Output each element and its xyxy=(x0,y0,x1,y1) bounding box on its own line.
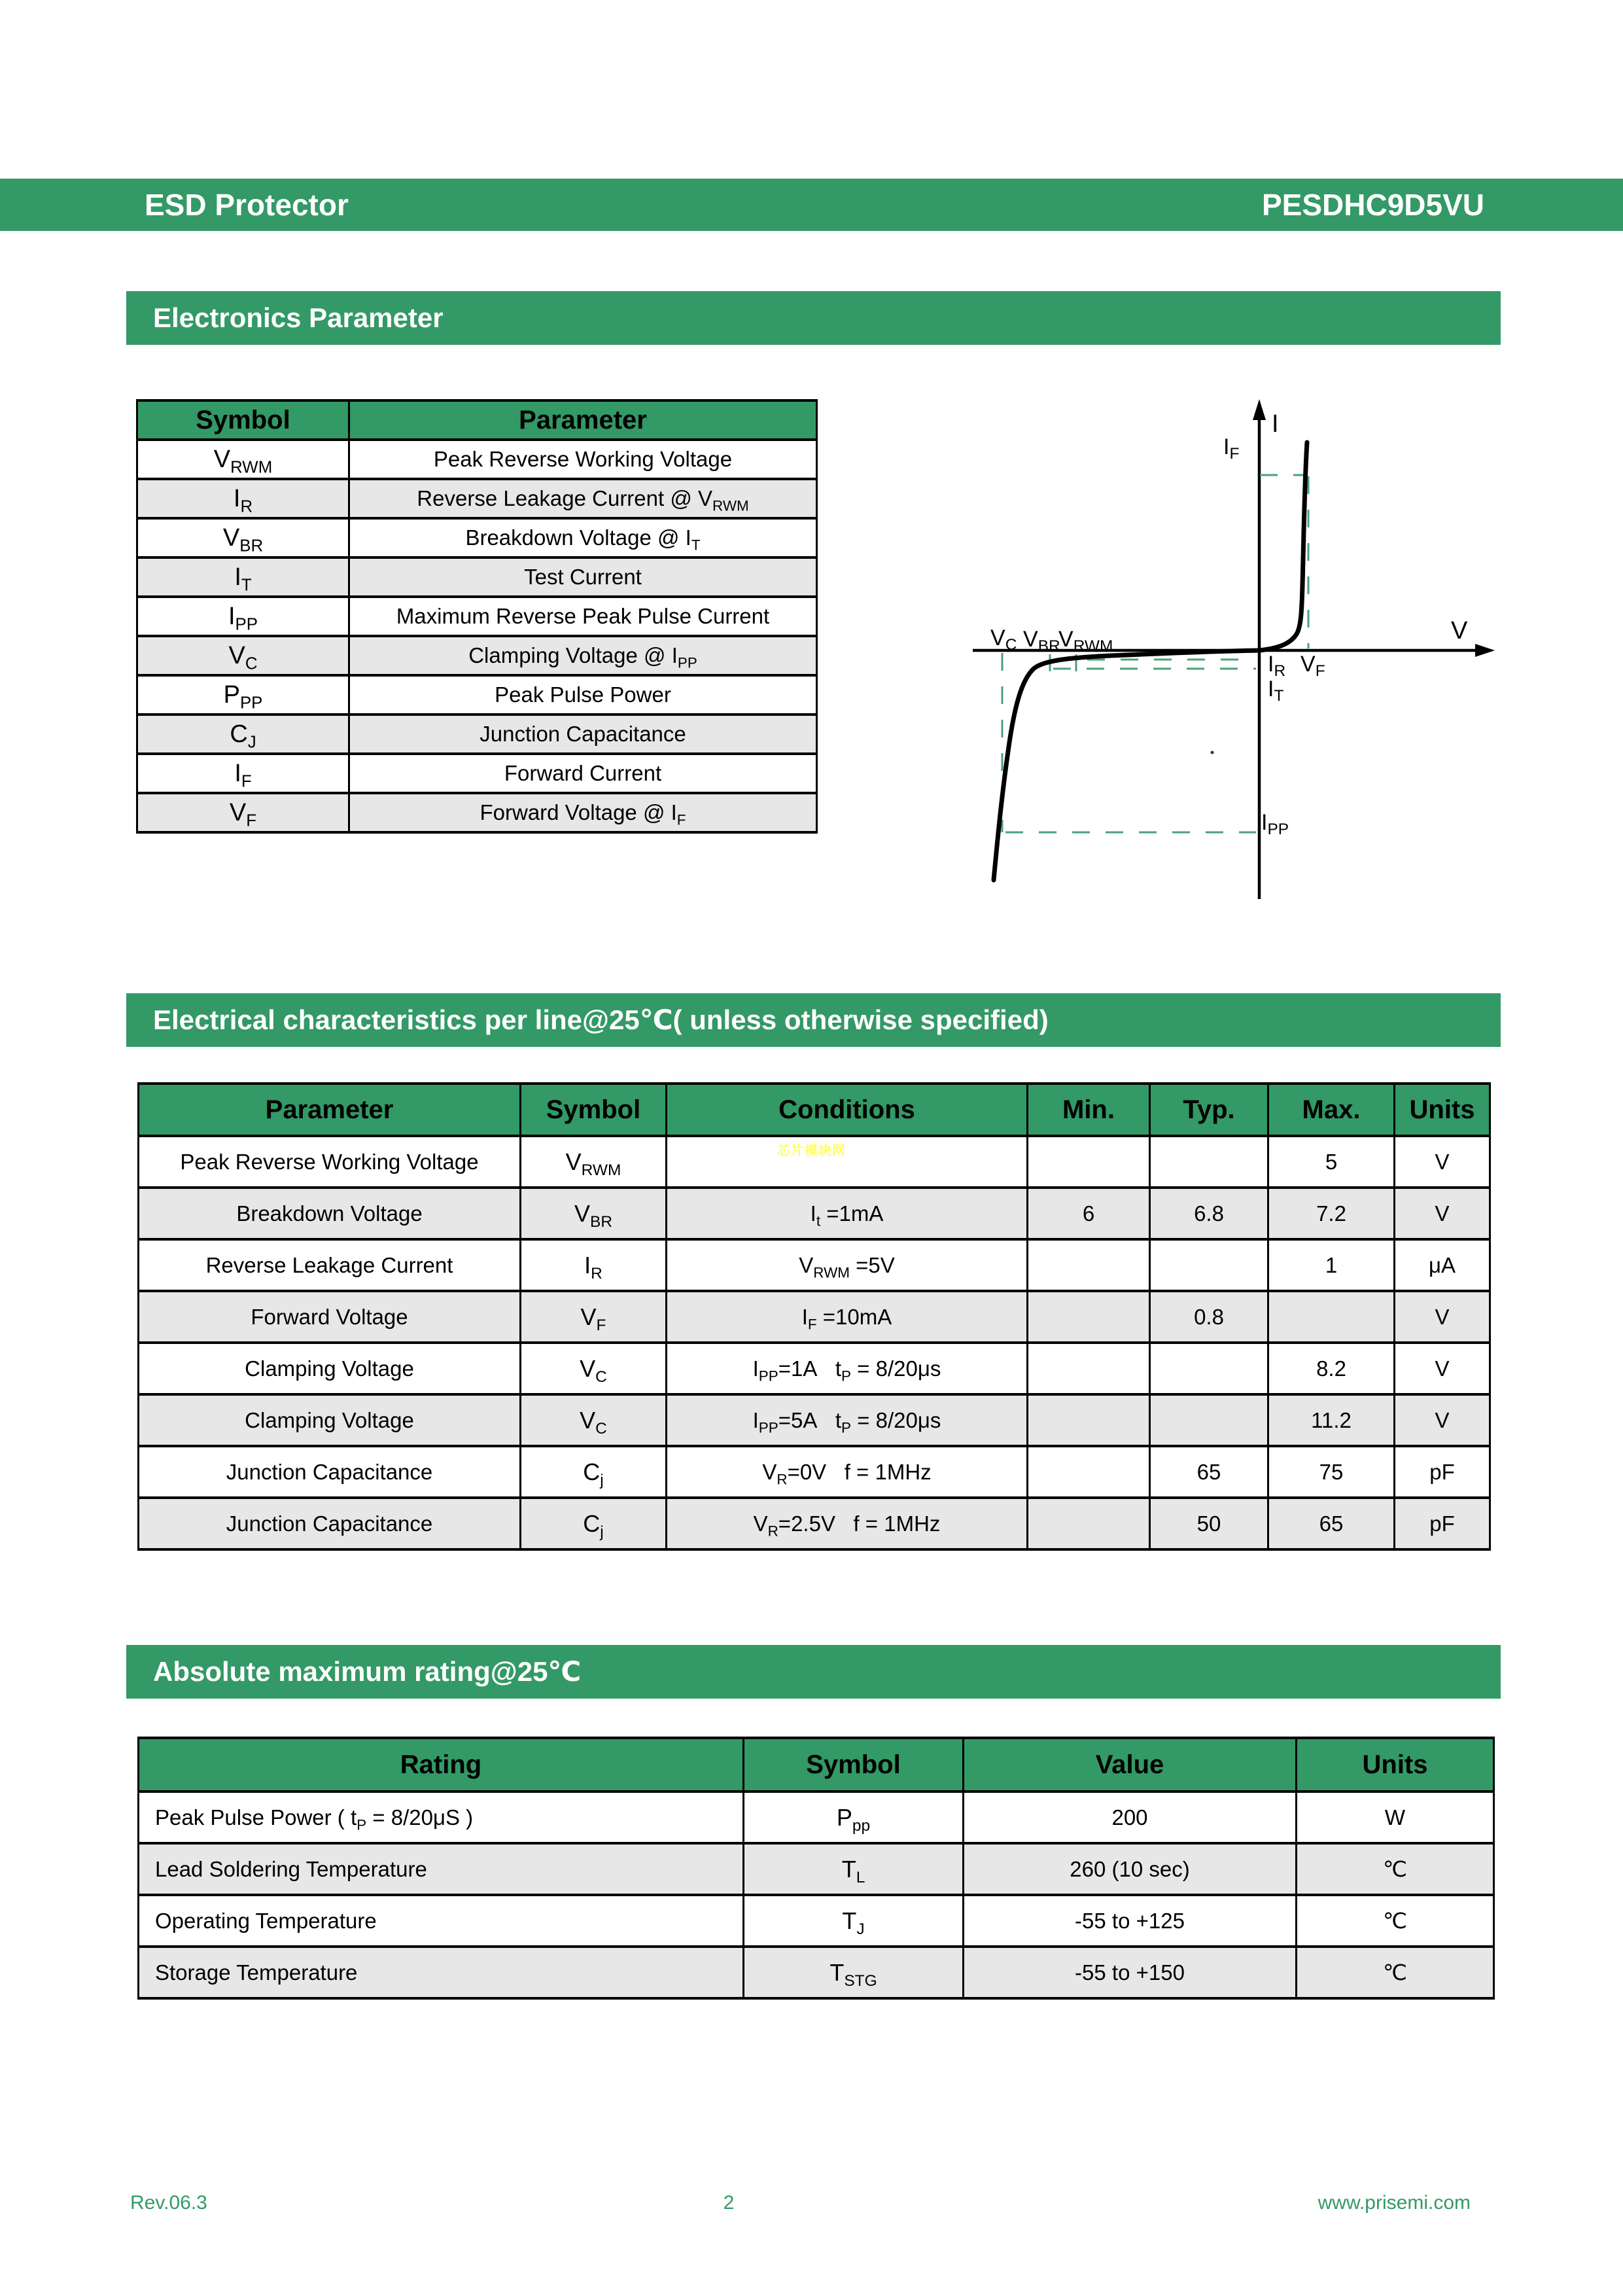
table-cell: μA xyxy=(1395,1239,1490,1291)
table-cell: Breakdown Voltage @ $I_T$ xyxy=(349,518,817,557)
table-row xyxy=(139,1394,1490,1446)
table-cell: Forward Voltage xyxy=(139,1291,521,1343)
table-cell: $C_j$ xyxy=(521,1446,667,1498)
table-cell xyxy=(1028,1343,1150,1394)
subscript: P xyxy=(357,1816,367,1833)
table-cell: V xyxy=(1395,1394,1490,1446)
table-row xyxy=(137,636,817,675)
table-cell: $P_{pp}$ xyxy=(744,1792,964,1843)
table-row xyxy=(137,793,817,832)
table-cell: V xyxy=(1395,1343,1490,1394)
table-cell: $P_{PP}$ xyxy=(137,675,349,715)
column-header: Rating xyxy=(139,1738,744,1792)
table-cell: Test Current xyxy=(349,557,817,597)
watermark-text: 芯片模块网 xyxy=(777,1144,846,1158)
subscript: BR xyxy=(1038,637,1060,655)
table-cell: pF xyxy=(1395,1498,1490,1549)
subscript: RWM xyxy=(1073,637,1113,655)
subscript: PP xyxy=(239,694,263,713)
table-cell: $I_F =10mA$ xyxy=(667,1291,1028,1343)
table-cell: Storage Temperature xyxy=(139,1947,744,1998)
subscript: C xyxy=(595,1419,607,1438)
table-cell: Junction Capacitance xyxy=(349,715,817,754)
absolute-maximum-rating-table xyxy=(137,1737,1495,2000)
subscript: F xyxy=(1229,445,1240,463)
table-cell: ℃ xyxy=(1297,1947,1494,1998)
column-header: Symbol xyxy=(137,400,349,440)
table-cell: $V_C$ xyxy=(521,1394,667,1446)
table-cell: $I_t =1mA$ xyxy=(667,1188,1028,1239)
table-row xyxy=(139,1792,1494,1843)
table-cell: -55 to +150 xyxy=(964,1947,1297,1998)
subscript: j xyxy=(600,1471,604,1489)
table-cell xyxy=(1150,1394,1268,1446)
subscript: R xyxy=(591,1264,602,1282)
table-cell xyxy=(1150,1343,1268,1394)
table-cell: $V_{BR}$ xyxy=(521,1188,667,1239)
table-cell xyxy=(1268,1291,1395,1343)
table-cell xyxy=(1028,1291,1150,1343)
subscript: F xyxy=(1315,662,1325,680)
table-cell: 200 xyxy=(964,1792,1297,1843)
subscript: F xyxy=(246,811,257,830)
subscript: PP xyxy=(758,1419,778,1436)
table-cell xyxy=(667,1136,1028,1188)
table-cell: $T_L$ xyxy=(744,1843,964,1895)
table-cell: $V_C$ xyxy=(137,636,349,675)
table-cell: Breakdown Voltage xyxy=(139,1188,521,1239)
subscript: R xyxy=(767,1523,778,1540)
subscript: t xyxy=(816,1212,821,1229)
table-row xyxy=(137,479,817,518)
table-row xyxy=(139,1291,1490,1343)
ipp-label: $I_{PP}$ xyxy=(1261,810,1289,838)
subscript: PP xyxy=(758,1368,778,1385)
table-row xyxy=(139,1947,1494,1998)
table-cell: $V_{RWM}$ xyxy=(137,440,349,479)
table-cell: $V_F$ xyxy=(137,793,349,832)
column-header: Parameter xyxy=(349,400,817,440)
i-axis-arrow-icon xyxy=(1253,399,1266,420)
table-row xyxy=(139,1239,1490,1291)
subscript: F xyxy=(676,811,686,828)
vrwm-label: $V_{RWM}$ xyxy=(1058,627,1113,655)
table-header-row xyxy=(139,1738,1494,1792)
subscript: F xyxy=(596,1316,606,1334)
table-row xyxy=(137,754,817,793)
table-cell: Peak Reverse Working Voltage xyxy=(349,440,817,479)
table-cell xyxy=(1150,1239,1268,1291)
footer-revision: Rev.06.3 xyxy=(130,2192,207,2214)
table-cell: pF xyxy=(1395,1446,1490,1498)
subscript: PP xyxy=(677,654,697,671)
table-cell: 75 xyxy=(1268,1446,1395,1498)
table-cell: $I_F$ xyxy=(137,754,349,793)
table-cell xyxy=(1028,1239,1150,1291)
table-row xyxy=(139,1343,1490,1394)
vf-label: $V_F$ xyxy=(1300,652,1325,680)
table-cell: $I_T$ xyxy=(137,557,349,597)
table-cell: Lead Soldering Temperature xyxy=(139,1843,744,1895)
table-cell xyxy=(1028,1136,1150,1188)
table-row xyxy=(139,1446,1490,1498)
subscript: P xyxy=(841,1419,852,1436)
table-cell: 6.8 xyxy=(1150,1188,1268,1239)
subscript: R xyxy=(777,1471,788,1488)
table-cell: -55 to +125 xyxy=(964,1895,1297,1947)
table-row xyxy=(139,1498,1490,1549)
table-cell: ℃ xyxy=(1297,1843,1494,1895)
table-cell: Peak Pulse Power xyxy=(349,675,817,715)
page-title: ESD Protector xyxy=(145,188,349,222)
vc-label: $V_C$ xyxy=(990,626,1017,654)
table-cell: Clamping Voltage xyxy=(139,1394,521,1446)
table-cell: 5 xyxy=(1268,1136,1395,1188)
v-axis-arrow-icon xyxy=(1475,644,1495,657)
table-cell: $I_R$ xyxy=(521,1239,667,1291)
column-header: Symbol xyxy=(744,1738,964,1792)
subscript: T xyxy=(691,537,701,554)
table-cell: Operating Temperature xyxy=(139,1895,744,1947)
table-row xyxy=(137,715,817,754)
table-cell: ℃ xyxy=(1297,1895,1494,1947)
subscript: T xyxy=(241,576,252,595)
subscript: BR xyxy=(239,537,264,556)
table-row xyxy=(137,675,817,715)
table-cell: 8.2 xyxy=(1268,1343,1395,1394)
table-row xyxy=(139,1843,1494,1895)
subscript: C xyxy=(245,654,258,673)
vbr-label: $V_{BR}$ xyxy=(1023,627,1060,655)
subscript: RWM xyxy=(581,1161,621,1179)
subscript: RWM xyxy=(813,1264,850,1281)
column-header: Max. xyxy=(1268,1084,1395,1136)
table-cell: Reverse Leakage Current @ $V_{RWM}$ xyxy=(349,479,817,518)
table-cell: V xyxy=(1395,1188,1490,1239)
table-cell: 6 xyxy=(1028,1188,1150,1239)
subscript: T xyxy=(1274,687,1284,705)
section-title: Absolute maximum rating@25℃ xyxy=(153,1656,582,1687)
subscript: L xyxy=(856,1868,865,1886)
subscript: R xyxy=(1274,662,1286,680)
table-cell: 11.2 xyxy=(1268,1394,1395,1446)
ir-label: $I_R$ xyxy=(1268,652,1286,680)
table-row xyxy=(137,557,817,597)
table-cell: $V_{RWM} =5V$ xyxy=(667,1239,1028,1291)
table-cell: $V_{RWM}$ xyxy=(521,1136,667,1188)
subscript: j xyxy=(600,1523,604,1541)
subscript: STG xyxy=(844,1971,877,1990)
table-cell: 1 xyxy=(1268,1239,1395,1291)
column-header: Value xyxy=(964,1738,1297,1792)
table-cell: $C_j$ xyxy=(521,1498,667,1549)
table-cell: 0.8 xyxy=(1150,1291,1268,1343)
subscript: pp xyxy=(852,1816,871,1835)
table-cell: $I_R$ xyxy=(137,479,349,518)
subscript: C xyxy=(595,1368,607,1386)
subscript: J xyxy=(247,733,256,752)
column-header: Conditions xyxy=(667,1084,1028,1136)
footer-website: www.prisemi.com xyxy=(1318,2192,1471,2214)
subscript: P xyxy=(841,1368,852,1385)
table-cell: $T_J$ xyxy=(744,1895,964,1947)
table-cell: $I_{PP}$ xyxy=(137,597,349,636)
subscript: J xyxy=(856,1920,865,1938)
table-cell: Peak Pulse Power ( $t_P = 8/20\mu S$ ) xyxy=(139,1792,744,1843)
it-label: $I_T$ xyxy=(1268,677,1284,705)
table-header-row xyxy=(137,400,817,440)
table-header-row xyxy=(139,1084,1490,1136)
section-title: Electrical characteristics per line@25℃( unless otherwise specified) xyxy=(153,1004,1049,1035)
subscript: F xyxy=(807,1316,817,1333)
section-title: Electronics Parameter xyxy=(153,302,444,333)
section-header-electrical-characteristics xyxy=(126,993,1501,1047)
table-cell: Clamping Voltage xyxy=(139,1343,521,1394)
table-row xyxy=(137,518,817,557)
column-header: Min. xyxy=(1028,1084,1150,1136)
table-cell: V xyxy=(1395,1136,1490,1188)
table-cell: Forward Current xyxy=(349,754,817,793)
column-header: Units xyxy=(1395,1084,1490,1136)
table-cell: $I_{PP}=1A$ $t_P = 8/20\mu s$ xyxy=(667,1343,1028,1394)
symbol-parameter-table xyxy=(136,399,818,834)
table-cell: Maximum Reverse Peak Pulse Current xyxy=(349,597,817,636)
iv-curve-diagram xyxy=(949,386,1537,910)
section-header-electronics-parameter xyxy=(126,291,1501,345)
column-header: Parameter xyxy=(139,1084,521,1136)
column-header: Symbol xyxy=(521,1084,667,1136)
table-row xyxy=(139,1895,1494,1947)
table-row xyxy=(139,1188,1490,1239)
footer-page-number: 2 xyxy=(723,2192,735,2214)
table-cell: Reverse Leakage Current xyxy=(139,1239,521,1291)
table-cell: 260 (10 sec) xyxy=(964,1843,1297,1895)
table-cell: $V_R=0V$ f = 1MHz xyxy=(667,1446,1028,1498)
table-cell: $V_C$ xyxy=(521,1343,667,1394)
table-cell: $C_J$ xyxy=(137,715,349,754)
table-cell: $T_{STG}$ xyxy=(744,1947,964,1998)
subscript: PP xyxy=(235,615,258,634)
table-cell: Peak Reverse Working Voltage xyxy=(139,1136,521,1188)
section-header-absolute-maximum-rating xyxy=(126,1645,1501,1699)
table-cell: 7.2 xyxy=(1268,1188,1395,1239)
table-cell: $V_F$ xyxy=(521,1291,667,1343)
table-cell: Forward Voltage @ $I_F$ xyxy=(349,793,817,832)
table-cell: Junction Capacitance xyxy=(139,1446,521,1498)
subscript: RWM xyxy=(230,458,273,477)
table-cell: W xyxy=(1297,1792,1494,1843)
table-cell: Clamping Voltage @ $I_{PP}$ xyxy=(349,636,817,675)
table-cell xyxy=(1028,1498,1150,1549)
column-header: Typ. xyxy=(1150,1084,1268,1136)
v-axis-label: V xyxy=(1451,617,1468,645)
table-row xyxy=(137,440,817,479)
subscript: BR xyxy=(590,1212,612,1231)
table-cell xyxy=(1028,1446,1150,1498)
table-cell xyxy=(1028,1394,1150,1446)
table-cell: Junction Capacitance xyxy=(139,1498,521,1549)
subscript: C xyxy=(1005,636,1017,654)
subscript: F xyxy=(241,772,252,791)
table-cell: $I_{PP}=5A$ $t_P = 8/20\mu s$ xyxy=(667,1394,1028,1446)
table-cell: 65 xyxy=(1150,1446,1268,1498)
if-label: $I_F$ xyxy=(1223,434,1240,463)
table-cell: 65 xyxy=(1268,1498,1395,1549)
i-axis-label: I xyxy=(1272,410,1279,438)
table-cell xyxy=(1150,1136,1268,1188)
subscript: PP xyxy=(1267,821,1289,838)
subscript: R xyxy=(240,497,253,516)
table-cell: 50 xyxy=(1150,1498,1268,1549)
column-header: Units xyxy=(1297,1738,1494,1792)
part-number: PESDHC9D5VU xyxy=(1262,188,1484,222)
subscript: RWM xyxy=(712,497,749,514)
table-row xyxy=(137,597,817,636)
speck-dot xyxy=(1211,751,1214,754)
table-cell: V xyxy=(1395,1291,1490,1343)
table-cell: $V_{BR}$ xyxy=(137,518,349,557)
table-cell: $V_R=2.5V$ f = 1MHz xyxy=(667,1498,1028,1549)
page-header-bar xyxy=(0,179,1623,231)
